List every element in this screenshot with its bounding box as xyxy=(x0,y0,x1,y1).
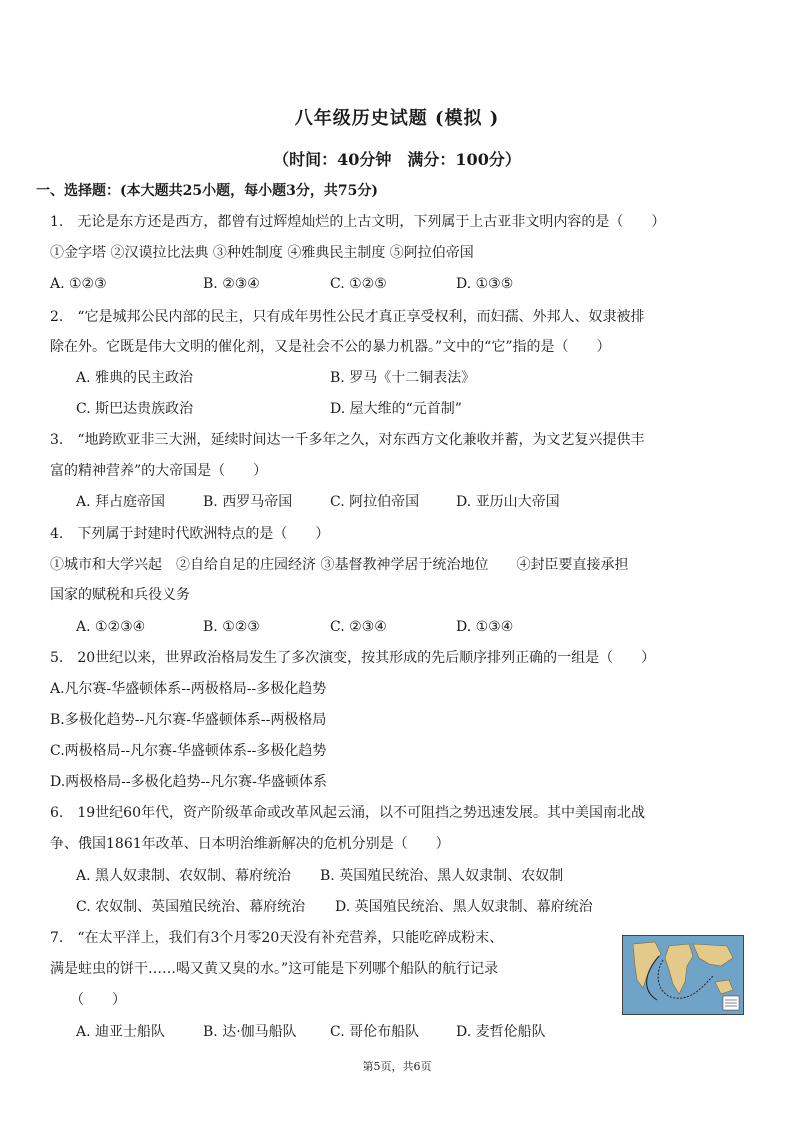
question-6-option-d: D. 英国殖民统治、黑人奴隶制、幕府统治 xyxy=(335,899,593,915)
question-6-option-b: B. 英国殖民统治、黑人奴隶制、农奴制 xyxy=(320,868,564,884)
question-1-option-c: C. ①②⑤ xyxy=(330,276,387,292)
question-3-option-c: C. 阿拉伯帝国 xyxy=(330,494,420,510)
question-7-option-c: C. 哥伦布船队 xyxy=(330,1024,420,1040)
question-5-option-d: D.两极格局--多极化趋势--凡尔赛-华盛顿体系 xyxy=(50,774,327,790)
section-heading: 一、选择题：(本大题共25小题，每小题3分，共75分) xyxy=(36,183,378,199)
question-3-option-d: D. 亚历山大帝国 xyxy=(456,494,560,510)
exam-info: （时间：40分钟 满分：100分） xyxy=(273,150,521,169)
question-3-option-a: A. 拜占庭帝国 xyxy=(76,494,166,510)
question-3-stem-line1: 3. “地跨欧亚非三大洲，延续时间达一千多年之久，对东西方文化兼收并蓄，为文艺复兴提供丰 xyxy=(50,432,645,448)
question-3-option-b: B. 西罗马帝国 xyxy=(203,494,293,510)
question-7-option-b: B. 达·伽马船队 xyxy=(203,1024,297,1040)
question-5-option-b: B.多极化趋势--凡尔赛-华盛顿体系--两极格局 xyxy=(50,712,327,728)
question-4-option-c: C. ②③④ xyxy=(330,619,387,635)
question-6-stem-line1: 6. 19世纪60年代，资产阶级革命或改革风起云涌，以不可阻挡之势迅速发展。其中美国南北战 xyxy=(50,805,645,821)
question-6-option-a: A. 黑人奴隶制、农奴制、幕府统治 xyxy=(76,868,292,884)
question-5-stem: 5. 20世纪以来，世界政治格局发生了多次演变，按其形成的先后顺序排列正确的一组是（ ） xyxy=(50,650,656,666)
question-4-option-b: B. ①②③ xyxy=(203,619,260,635)
question-7-option-d: D. 麦哲伦船队 xyxy=(456,1024,546,1040)
question-2-option-b: B. 罗马《十二铜表法》 xyxy=(330,370,476,386)
question-4-stem: 4. 下列属于封建时代欧洲特点的是（ ） xyxy=(50,526,330,542)
question-2-option-d: D. 屋大维的“元首制” xyxy=(330,401,462,417)
question-7-answer-blank: （ ） xyxy=(70,992,126,1008)
question-4-items-line2: 国家的赋税和兵役义务 xyxy=(50,587,190,603)
question-2-option-a: A. 雅典的民主政治 xyxy=(76,370,194,386)
question-7-stem-line1: 7. “在太平洋上，我们有3个月零20天没有补充营养，只能吃碎成粉末、 xyxy=(50,930,504,946)
question-1-option-d: D. ①③⑤ xyxy=(456,276,514,292)
page-footer: 第5页，共6页 xyxy=(362,1060,432,1073)
question-2-option-c: C. 斯巴达贵族政治 xyxy=(76,401,194,417)
question-5-option-a: A.凡尔赛-华盛顿体系--两极格局--多极化趋势 xyxy=(50,681,327,697)
question-6-option-c: C. 农奴制、英国殖民统治、幕府统治 xyxy=(76,899,306,915)
question-7-stem-line2: 满是蛀虫的饼干……喝又黄又臭的水。”这可能是下列哪个船队的航行记录 xyxy=(50,961,499,977)
question-2-stem-line2: 除在外。它既是伟大文明的催化剂，又是社会不公的暴力机器。”文中的“它”指的是（ ） xyxy=(50,339,611,355)
question-6-stem-line2: 争、俄国1861年改革、日本明治维新解决的危机分别是（ ） xyxy=(50,836,450,852)
question-1-stem: 1. 无论是东方还是西方，都曾有过辉煌灿烂的上古文明，下列属于上古亚非文明内容的是（ ） xyxy=(50,214,666,230)
question-5-option-c: C.两极格局--凡尔赛-华盛顿体系--多极化趋势 xyxy=(50,743,327,759)
question-4-items-line1: ①城市和大学兴起 ②自给自足的庄园经济 ③基督教神学居于统治地位 ④封臣要直接承担 xyxy=(50,557,629,573)
question-1-option-b: B. ②③④ xyxy=(203,276,260,292)
question-1-option-a: A. ①②③ xyxy=(50,276,107,292)
voyage-route-map xyxy=(622,935,744,1015)
question-7-option-a: A. 迪亚士船队 xyxy=(76,1024,166,1040)
world-map-image xyxy=(623,936,743,1014)
question-1-items: ①金字塔 ②汉谟拉比法典 ③种姓制度 ④雅典民主制度 ⑤阿拉伯帝国 xyxy=(50,245,474,261)
page-title: 八年级历史试题 (模拟 ) xyxy=(294,108,500,129)
question-3-stem-line2: 富的精神营养”的大帝国是（ ） xyxy=(50,463,268,479)
question-4-option-d: D. ①③④ xyxy=(456,619,514,635)
question-4-option-a: A. ①②③④ xyxy=(76,619,146,635)
question-2-stem-line1: 2. “它是城邦公民内部的民主，只有成年男性公民才真正享受权利，而妇孺、外邦人、奴隶被排 xyxy=(50,309,645,325)
